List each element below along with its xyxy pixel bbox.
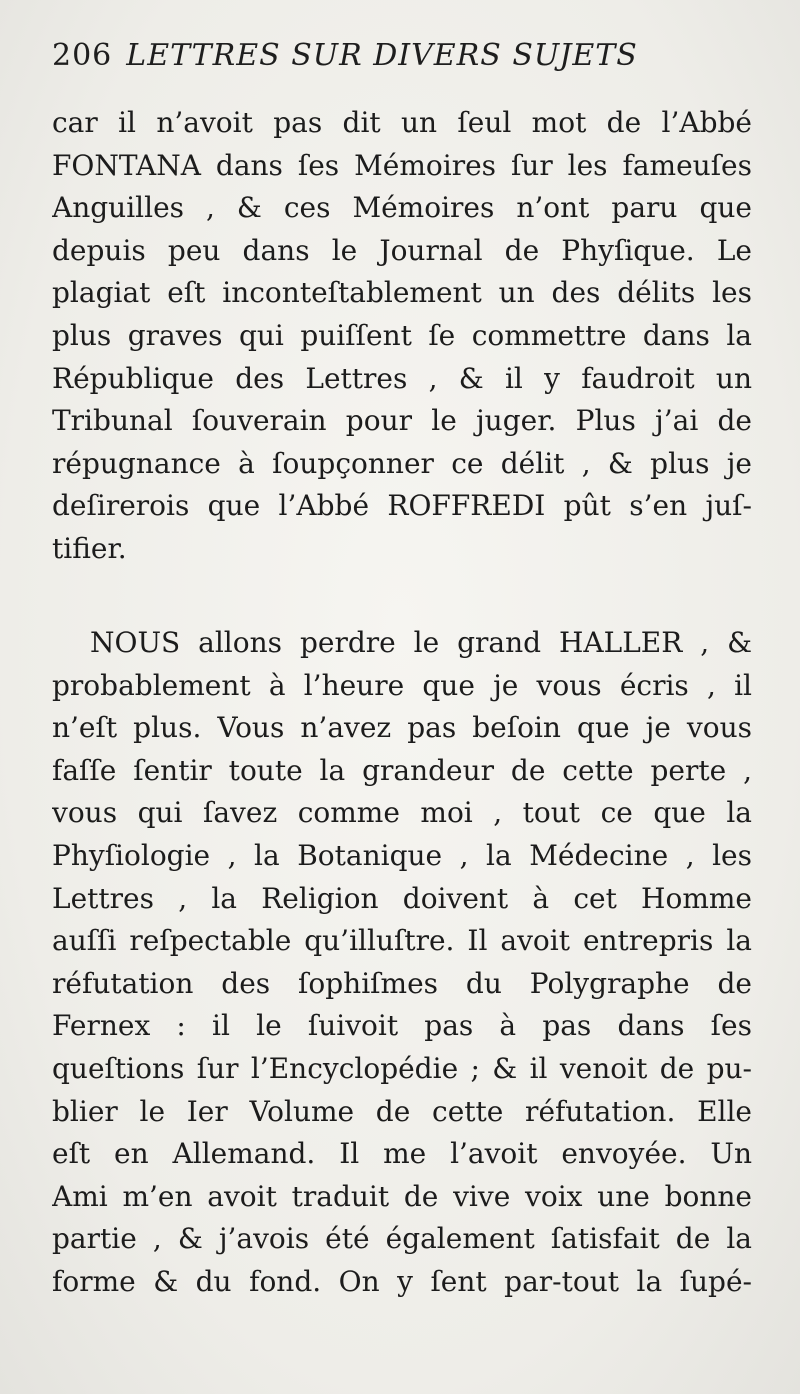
text-line: deſirerois que l’Abbé ROFFREDI pût s’en juſ-: [52, 489, 752, 523]
running-title: LETTRES SUR DIVERS SUJETS: [126, 38, 638, 73]
text-line: Anguilles , & ces Mémoires n’ont paru que: [52, 191, 752, 225]
text-line: plus graves qui puiſſent ſe commettre dans la: [52, 318, 752, 352]
text-line: Phyſiologie , la Botanique , la Médecine , les: [52, 838, 752, 872]
text-line: Lettres , la Religion doivent à cet Homme: [52, 881, 752, 915]
text-line: FONTANA dans ſes Mémoires ſur les fameuſes: [52, 148, 752, 182]
text-line: forme & du fond. On y ſent par-tout la ſupé-: [52, 1264, 752, 1298]
text-line: n’eſt plus. Vous n’avez pas beſoin que je vous: [52, 711, 752, 745]
text-line: Fernex : il le ſuivoit pas à pas dans ſes: [52, 1009, 752, 1043]
text-line: car il n’avoit pas dit un ſeul mot de l’Abbé: [52, 106, 752, 139]
text-line: répugnance à ſoupçonner ce délit , & plus je: [52, 446, 752, 480]
paragraph-1: [52, 102, 752, 571]
text-line: probablement à l’heure que je vous écris , il: [52, 668, 752, 702]
text-line: plagiat eſt inconteſtablement un des délits les: [52, 276, 752, 310]
text-line: République des Lettres , & il y faudroit un: [52, 361, 752, 395]
text-line: réfutation des ſophiſmes du Polygraphe de: [52, 966, 752, 1000]
running-header: [52, 38, 752, 84]
page-number: 206: [52, 38, 113, 73]
text-line: NOUS allons perdre le grand HALLER , &: [90, 626, 752, 659]
text-line: Ami m’en avoit traduit de vive voix une bonne: [52, 1179, 752, 1213]
text-line: tifier.: [52, 531, 127, 565]
text-line: blier le Ier Volume de cette réfutation. Elle: [52, 1094, 752, 1128]
text-line: queſtions ſur l’Encyclopédie ; & il venoit de pu-: [52, 1051, 752, 1085]
text-line: partie , & j’avois été également ſatisfait de la: [52, 1222, 752, 1256]
text-line: depuis peu dans le Journal de Phyſique. Le: [52, 233, 752, 267]
text-line: vous qui ſavez comme moi , tout ce que la: [52, 796, 752, 830]
text-line: Tribunal ſouverain pour le juger. Plus j’ai de: [52, 404, 752, 438]
text-line: auſſi reſpectable qu’illuſtre. Il avoit entrepris la: [52, 924, 752, 958]
text-line: faſſe ſentir toute la grandeur de cette perte ,: [52, 753, 752, 787]
text-line: eſt en Allemand. Il me l’avoit envoyée. Un: [52, 1137, 752, 1171]
paragraph-2: [52, 622, 752, 1304]
